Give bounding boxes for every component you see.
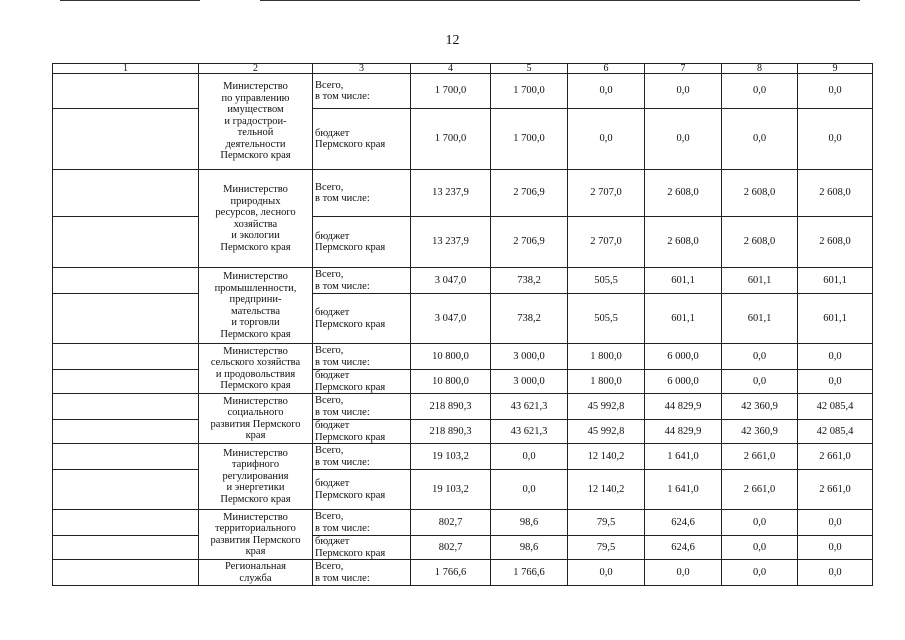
amount-cell: 0,0 xyxy=(722,370,798,394)
amount-cell: 2 608,0 xyxy=(722,217,798,268)
amount-cell: 624,6 xyxy=(645,510,722,536)
amount-cell: 0,0 xyxy=(798,344,873,370)
amount-cell: 42 085,4 xyxy=(798,394,873,420)
amount-cell: 2 661,0 xyxy=(722,444,798,470)
amount-cell: 2 707,0 xyxy=(568,217,645,268)
amount-cell: 44 829,9 xyxy=(645,394,722,420)
amount-cell: 738,2 xyxy=(491,268,568,294)
total-label: Всего, в том числе: xyxy=(313,394,411,420)
amount-cell: 1 700,0 xyxy=(411,109,491,170)
amount-cell: 42 085,4 xyxy=(798,420,873,444)
budget-row xyxy=(53,217,873,268)
amount-cell: 0,0 xyxy=(798,109,873,170)
amount-cell: 802,7 xyxy=(411,510,491,536)
column-1-cell xyxy=(53,370,199,394)
amount-cell: 10 800,0 xyxy=(411,344,491,370)
amount-cell: 0,0 xyxy=(722,560,798,586)
amount-cell: 2 608,0 xyxy=(645,217,722,268)
budget-row xyxy=(53,470,873,510)
column-1-cell xyxy=(53,170,199,217)
amount-cell: 12 140,2 xyxy=(568,444,645,470)
column-number: 1 xyxy=(53,64,199,74)
amount-cell: 6 000,0 xyxy=(645,344,722,370)
amount-cell: 624,6 xyxy=(645,536,722,560)
amount-cell: 601,1 xyxy=(722,294,798,344)
amount-cell: 43 621,3 xyxy=(491,394,568,420)
amount-cell: 2 608,0 xyxy=(645,170,722,217)
organization-name: Министерство социального развития Пермского края xyxy=(199,394,313,444)
column-1-cell xyxy=(53,510,199,536)
amount-cell: 2 706,9 xyxy=(491,217,568,268)
amount-cell: 2 608,0 xyxy=(722,170,798,217)
total-row xyxy=(53,170,873,217)
amount-cell: 3 047,0 xyxy=(411,268,491,294)
organization-name: Министерство сельского хозяйства и продовольствия Пермского края xyxy=(199,344,313,394)
amount-cell: 0,0 xyxy=(798,510,873,536)
amount-cell: 0,0 xyxy=(798,370,873,394)
amount-cell: 218 890,3 xyxy=(411,420,491,444)
budget-table-body xyxy=(53,64,873,586)
amount-cell: 0,0 xyxy=(722,344,798,370)
amount-cell: 12 140,2 xyxy=(568,470,645,510)
amount-cell: 0,0 xyxy=(722,109,798,170)
amount-cell: 601,1 xyxy=(798,268,873,294)
amount-cell: 601,1 xyxy=(722,268,798,294)
column-number: 5 xyxy=(491,64,568,74)
amount-cell: 2 706,9 xyxy=(491,170,568,217)
amount-cell: 13 237,9 xyxy=(411,217,491,268)
amount-cell: 44 829,9 xyxy=(645,420,722,444)
organization-name: Министерство природных ресурсов, лесного хозяйства и экологии Пермского края xyxy=(199,170,313,268)
amount-cell: 1 766,6 xyxy=(491,560,568,586)
amount-cell: 0,0 xyxy=(722,510,798,536)
amount-cell: 79,5 xyxy=(568,536,645,560)
column-1-cell xyxy=(53,344,199,370)
total-label: Всего, в том числе: xyxy=(313,344,411,370)
amount-cell: 1 766,6 xyxy=(411,560,491,586)
amount-cell: 0,0 xyxy=(491,444,568,470)
amount-cell: 1 700,0 xyxy=(491,74,568,109)
organization-name: Министерство территориального развития Пермского края xyxy=(199,510,313,560)
amount-cell: 3 000,0 xyxy=(491,344,568,370)
amount-cell: 42 360,9 xyxy=(722,420,798,444)
budget-label: бюджет Пермского края xyxy=(313,370,411,394)
column-1-cell xyxy=(53,74,199,109)
column-number: 2 xyxy=(199,64,313,74)
amount-cell: 0,0 xyxy=(568,74,645,109)
amount-cell: 505,5 xyxy=(568,294,645,344)
amount-cell: 79,5 xyxy=(568,510,645,536)
amount-cell: 1 641,0 xyxy=(645,470,722,510)
column-1-cell xyxy=(53,268,199,294)
budget-row xyxy=(53,536,873,560)
budget-row xyxy=(53,420,873,444)
amount-cell: 1 800,0 xyxy=(568,370,645,394)
budget-label: бюджет Пермского края xyxy=(313,109,411,170)
column-number: 3 xyxy=(313,64,411,74)
budget-label: бюджет Пермского края xyxy=(313,536,411,560)
column-1-cell xyxy=(53,109,199,170)
column-1-cell xyxy=(53,294,199,344)
total-row xyxy=(53,74,873,109)
amount-cell: 0,0 xyxy=(722,536,798,560)
amount-cell: 2 608,0 xyxy=(798,217,873,268)
total-label: Всего, в том числе: xyxy=(313,444,411,470)
amount-cell: 45 992,8 xyxy=(568,420,645,444)
amount-cell: 1 800,0 xyxy=(568,344,645,370)
organization-name: Министерство тарифного регулирования и энергетики Пермского края xyxy=(199,444,313,510)
amount-cell: 6 000,0 xyxy=(645,370,722,394)
budget-row xyxy=(53,294,873,344)
amount-cell: 601,1 xyxy=(645,268,722,294)
amount-cell: 1 700,0 xyxy=(491,109,568,170)
amount-cell: 0,0 xyxy=(645,74,722,109)
column-1-cell xyxy=(53,420,199,444)
amount-cell: 0,0 xyxy=(798,74,873,109)
amount-cell: 0,0 xyxy=(645,560,722,586)
budget-label: бюджет Пермского края xyxy=(313,294,411,344)
column-1-cell xyxy=(53,470,199,510)
column-number: 8 xyxy=(722,64,798,74)
amount-cell: 1 700,0 xyxy=(411,74,491,109)
column-1-cell xyxy=(53,536,199,560)
column-1-cell xyxy=(53,444,199,470)
amount-cell: 0,0 xyxy=(491,470,568,510)
amount-cell: 10 800,0 xyxy=(411,370,491,394)
amount-cell: 45 992,8 xyxy=(568,394,645,420)
column-number: 7 xyxy=(645,64,722,74)
column-1-cell xyxy=(53,394,199,420)
amount-cell: 0,0 xyxy=(568,560,645,586)
amount-cell: 98,6 xyxy=(491,536,568,560)
amount-cell: 0,0 xyxy=(798,536,873,560)
amount-cell: 3 000,0 xyxy=(491,370,568,394)
amount-cell: 13 237,9 xyxy=(411,170,491,217)
amount-cell: 2 608,0 xyxy=(798,170,873,217)
column-1-cell xyxy=(53,217,199,268)
amount-cell: 19 103,2 xyxy=(411,444,491,470)
amount-cell: 505,5 xyxy=(568,268,645,294)
total-label: Всего, в том числе: xyxy=(313,510,411,536)
amount-cell: 0,0 xyxy=(722,74,798,109)
column-number-row xyxy=(53,64,873,74)
amount-cell: 2 661,0 xyxy=(798,470,873,510)
organization-name: Министерство по управлению имуществом и градострои- тельной деятельности Пермского края xyxy=(199,74,313,170)
column-number: 9 xyxy=(798,64,873,74)
total-row xyxy=(53,444,873,470)
amount-cell: 0,0 xyxy=(645,109,722,170)
column-1-cell xyxy=(53,560,199,586)
total-row xyxy=(53,560,873,586)
amount-cell: 2 661,0 xyxy=(722,470,798,510)
organization-name: Министерство промышленности, предприни- мательства и торговли Пермского края xyxy=(199,268,313,344)
amount-cell: 2 707,0 xyxy=(568,170,645,217)
total-row xyxy=(53,510,873,536)
budget-row xyxy=(53,370,873,394)
amount-cell: 98,6 xyxy=(491,510,568,536)
amount-cell: 1 641,0 xyxy=(645,444,722,470)
amount-cell: 43 621,3 xyxy=(491,420,568,444)
amount-cell: 218 890,3 xyxy=(411,394,491,420)
amount-cell: 738,2 xyxy=(491,294,568,344)
budget-label: бюджет Пермского края xyxy=(313,470,411,510)
budget-row xyxy=(53,109,873,170)
amount-cell: 0,0 xyxy=(568,109,645,170)
total-label: Всего, в том числе: xyxy=(313,560,411,586)
page-number: 12 xyxy=(445,33,460,48)
amount-cell: 802,7 xyxy=(411,536,491,560)
total-row xyxy=(53,394,873,420)
budget-label: бюджет Пермского края xyxy=(313,420,411,444)
column-number: 4 xyxy=(411,64,491,74)
total-label: Всего, в том числе: xyxy=(313,268,411,294)
total-row xyxy=(53,344,873,370)
organization-name: Региональная служба xyxy=(199,560,313,586)
amount-cell: 601,1 xyxy=(645,294,722,344)
amount-cell: 2 661,0 xyxy=(798,444,873,470)
budget-label: бюджет Пермского края xyxy=(313,217,411,268)
amount-cell: 601,1 xyxy=(798,294,873,344)
column-number: 6 xyxy=(568,64,645,74)
amount-cell: 42 360,9 xyxy=(722,394,798,420)
top-rule-right xyxy=(260,0,860,1)
total-label: Всего, в том числе: xyxy=(313,170,411,217)
top-rule-left xyxy=(60,0,200,1)
amount-cell: 3 047,0 xyxy=(411,294,491,344)
amount-cell: 19 103,2 xyxy=(411,470,491,510)
total-row xyxy=(53,268,873,294)
budget-table xyxy=(52,63,873,586)
amount-cell: 0,0 xyxy=(798,560,873,586)
total-label: Всего, в том числе: xyxy=(313,74,411,109)
